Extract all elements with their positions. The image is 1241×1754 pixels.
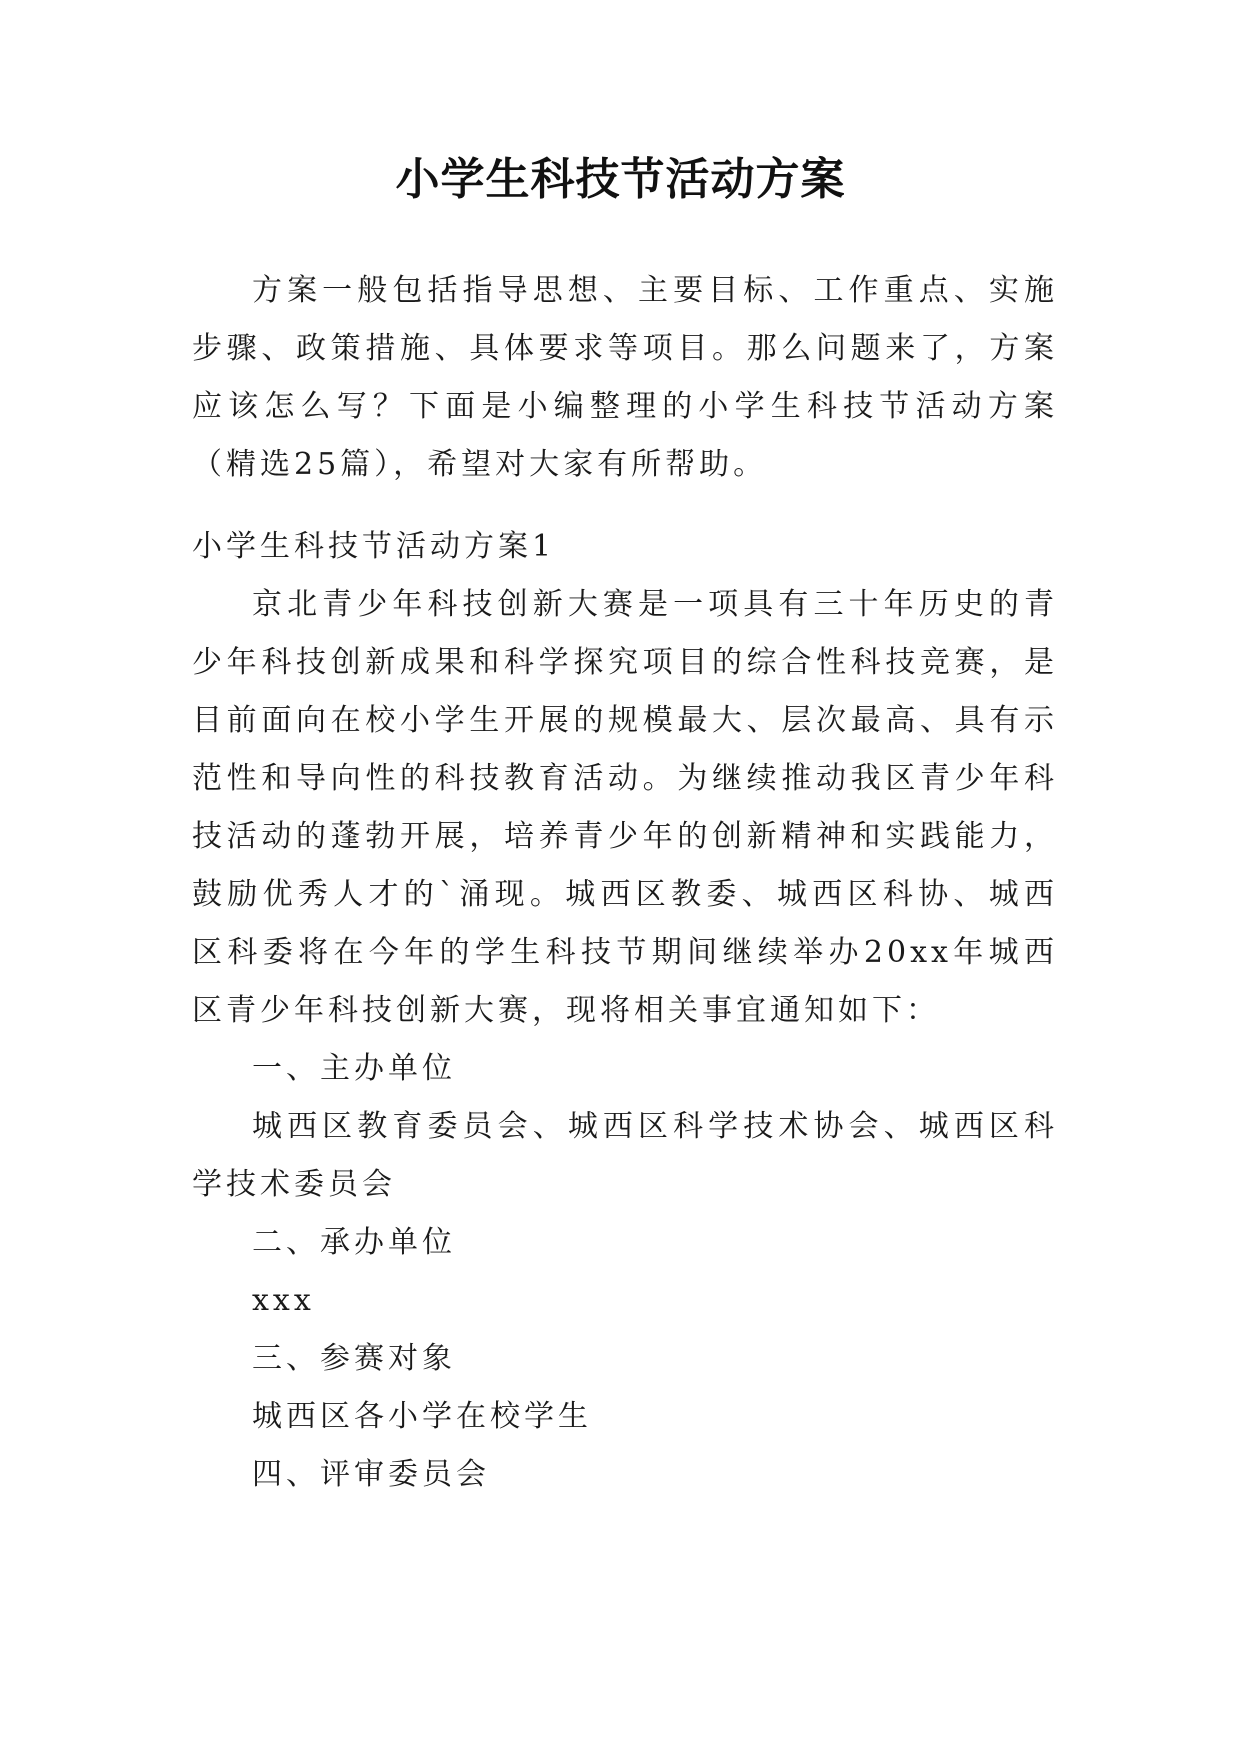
section-block [192, 518, 1058, 1504]
document-title: 小学生科技节活动方案 [395, 154, 846, 205]
section-body-paragraph: 京北青少年科技创新大赛是一项具有三十年历史的青少年科技创新成果和科学探究项目的综合性科技竞赛，是目前面向在校小学生开展的规模最大、层次最高、具有示范性和导向性的科技教育活动。为继续推动我区青少年科技活动的蓬勃开展，培养青少年的创新精神和实践能力，鼓励优秀人才的`涌现。城西区教委、城西区科协、城西区科委将在今年的学生科技节期间继续举办20xx年城西区青少年科技创新大赛，现将相关事宜通知如下： [192, 587, 1058, 1028]
section-title: 小学生科技节活动方案1 [192, 529, 556, 564]
item-content: 城西区各小学在校学生 [252, 1399, 592, 1434]
item-heading: 二、承办单位 [252, 1225, 456, 1260]
item-content: xxx [252, 1283, 315, 1318]
item-heading: 三、参赛对象 [252, 1341, 456, 1376]
intro-block [192, 262, 1058, 494]
item-heading: 四、评审委员会 [252, 1457, 490, 1492]
item-content: 城西区教育委员会、城西区科学技术协会、城西区科学技术委员会 [192, 1109, 1058, 1202]
intro-paragraph: 方案一般包括指导思想、主要目标、工作重点、实施步骤、政策措施、具体要求等项目。那么问题来了，方案应该怎么写？下面是小编整理的小学生科技节活动方案（精选25篇），希望对大家有所帮助。 [192, 273, 1058, 482]
item-heading: 一、主办单位 [252, 1051, 456, 1086]
